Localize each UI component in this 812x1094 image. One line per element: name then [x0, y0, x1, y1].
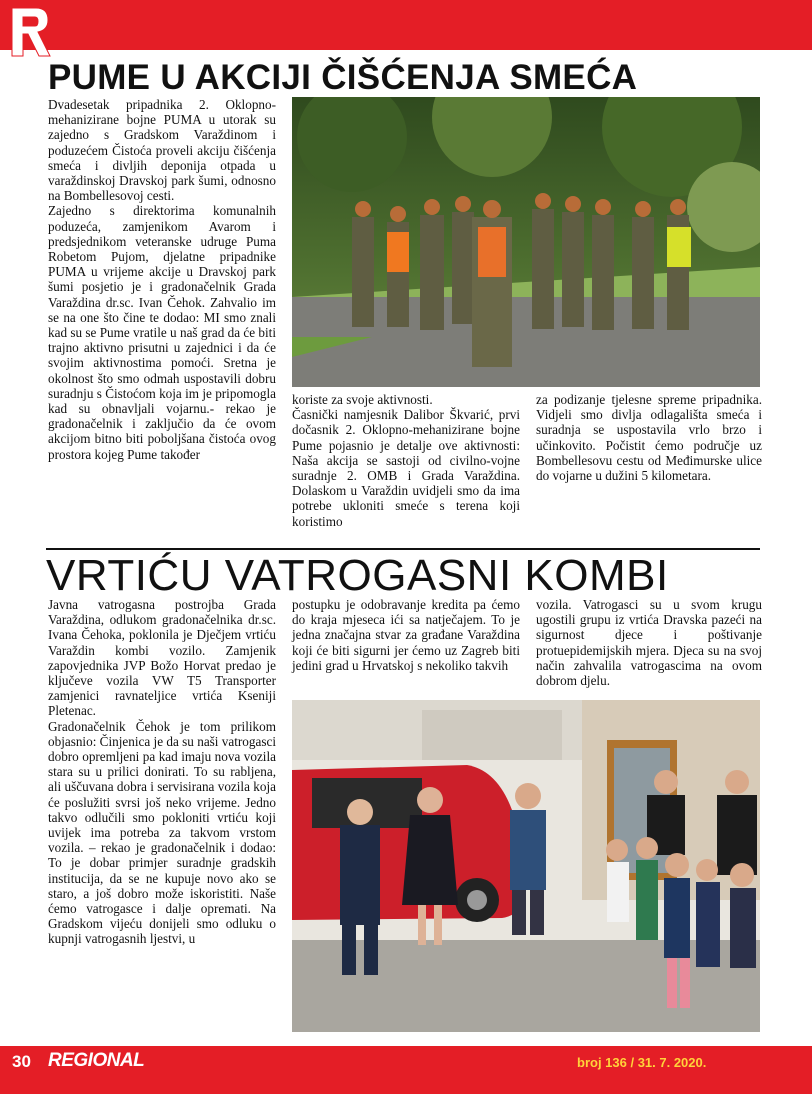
paragraph: vozila. Vatrogasci su u svom krugu ugostili grupu iz vrtića Dravska pazeći na sigurnost djece i poštivanje protuepidemijskih mjera. Djeca su na svoj način zahvalila vatrogascima na ovom dobrom djelu.	[536, 597, 762, 689]
page-number: 30	[12, 1052, 31, 1071]
article-column-2	[292, 392, 520, 529]
regional-r-logo-icon	[8, 4, 52, 60]
section-divider	[46, 548, 760, 550]
top-red-bar	[0, 0, 812, 50]
paragraph: Javna vatrogasna postrojba Grada Varaždina, odlukom gradonačelnika dr.sc. Ivana Čehoka, poklonila je Dječjem vrtiću Varaždin kombi vozilo. Zamjenik zapovjednika JVP Božo Horvat predao je ključeve vozila VW T5 Transporter zamjenici ravnateljice vrtića Kseniji Pletenac.	[48, 597, 276, 719]
brand-logo: REGIONAL	[48, 1050, 145, 1071]
issue-info: broj 136 / 31. 7. 2020.	[577, 1055, 707, 1070]
paragraph: koriste za svoje aktivnosti.	[292, 392, 433, 407]
article-title: PUME U AKCIJI ČIŠĆENJA SMEĆA	[48, 58, 638, 97]
article-column-1	[48, 597, 276, 947]
article-column-3	[536, 392, 762, 483]
fire-van-handover-photo	[292, 700, 760, 1032]
paragraph: Zajedno s direktorima komunalnih poduzeća, zamjenikom Avarom i predsjednikom veteranske udruge Puma Robetom Pujom, djelatne pripadnike PUMA u vrijeme akcije u Dravskoj park šumi posjetio je i gradonačelnik Grada Varaždina dr.sc. Ivan Čehok. Zahvalio im se na one što čine te dodao: MI smo znali kad su se Pume vratile u naš grad da će biti trajno aktivno prisutni u zajednici i da će svojim aktivnostima pomoći. Sretna je okolnost što smo odmah uspostavili dobru suradnju s Čistoćom koja im je pripomogla kad su obnavljali vojarnu.- rekao je gradonačelnik i zaključio da će ovom akcijom bitno biti poboljšana čistoća ovog prostora kojeg Pume također	[48, 203, 276, 462]
paragraph: za podizanje tjelesne spreme pripadnika. Vidjeli smo divlja odlagališta smeća i suradnja se uspostavila vrlo brzo i učinkovito. Počistit ćemo područje uz Bombellesovu cestu od Međimurske ulice do vojarne u dužini 5 kilometara.	[536, 392, 762, 484]
soldiers-cleanup-photo	[292, 97, 760, 387]
paragraph: Gradonačelnik Čehok je tom prilikom objasnio: Činjenica je da su naši vatrogasci dobro opremljeni pa kad imaju nova vozila stara su u prilici donirati. To su rabljena, ali uščuvana dobra i servisirana vozila koja će poslužiti svrsi još neko vrijeme. Jedno takvo odlučili smo pokloniti vrtiću koji uvijek ima potreba za takvom vrstom vozila. – rekao je gradonačelnik i dodao: To je dobar primjer suradnje gradskih institucija, da se ne kupuje novo ako se staro, a još dobro može iskoristiti. Naše ćemo vatrogasce i dalje opremati. Na Gradskom vijeću donijeli smo odluku o kupnji vatrogasnih ljestvi, u	[48, 718, 276, 947]
paragraph: postupku je odobravanje kredita pa ćemo do kraja mjeseca ići sa natječajem. To je jedna značajna stvar za građane Varaždina koji će biti sigurni jer ćemo uz Zagreb biti jedini grad u Hrvatskoj s nekoliko takvih	[292, 597, 520, 673]
article-column-2	[292, 597, 520, 673]
article-column-3	[536, 597, 762, 688]
article-column-1	[48, 97, 276, 462]
paragraph: Dvadesetak pripadnika 2. Oklopno-mehanizirane bojne PUMA u utorak su zajedno s Gradskom Varaždinom i poduzećem Čistoća proveli akciju čišćenja smeća i divljih deponija otpada u varaždinskoj Dravskoj park šumi, odnosno na Bombellesovoj cesti.	[48, 97, 276, 204]
paragraph: Časnički namjesnik Dalibor Škvarić, prvi dočasnik 2. Oklopno-mehanizirane bojne Pume pojasnio je detalje ove aktivnosti: Naša akcija se sastoji od civilno-vojne suradnje 2. OMB i Grada Varaždina. Dolaskom u Varaždin uvidjeli smo da ima potrebe ukloniti smeće s terena koji koristimo	[292, 407, 520, 529]
article-title: VRTIĆU VATROGASNI KOMBI	[46, 551, 669, 600]
